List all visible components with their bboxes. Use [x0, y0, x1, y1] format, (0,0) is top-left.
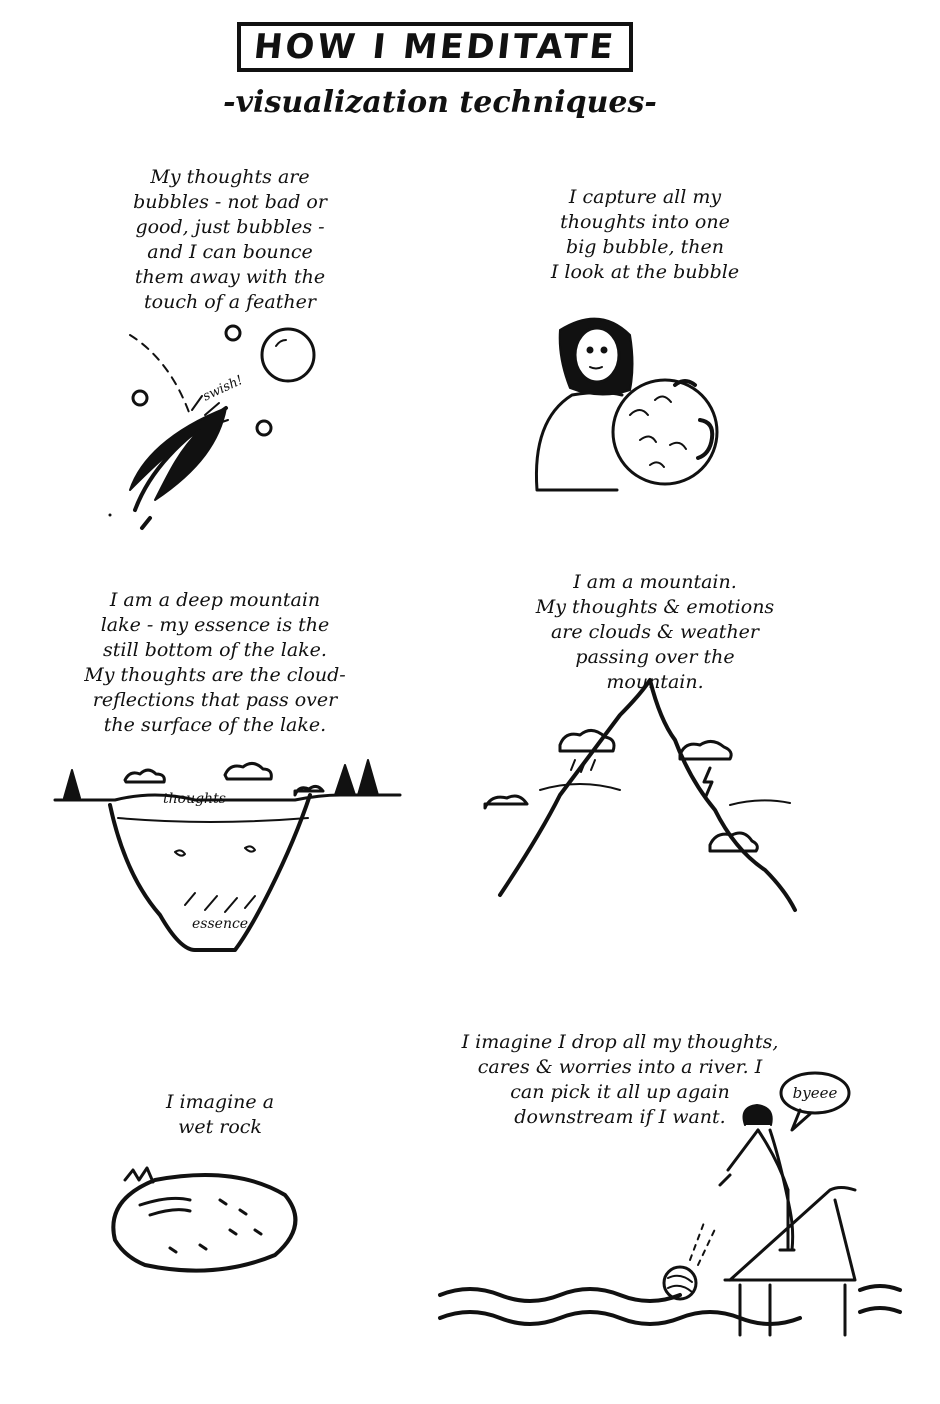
- caption-river: I imagine I drop all my thoughts, cares & worries into a river. I can pick it all up again downstream if I want.: [461, 1031, 779, 1128]
- caption-lake: I am a deep mountain lake - my essence is the still bottom of the lake. My thoughts are the cloud- reflections that pass over the surface of the lake.: [84, 589, 346, 736]
- lake-drawing: [55, 760, 400, 950]
- river-drawing: [440, 1073, 900, 1335]
- caption-rock: I imagine a wet rock: [165, 1091, 275, 1138]
- big-bubble: [613, 380, 717, 484]
- page-subtitle: -visualization techniques-: [223, 85, 657, 120]
- label-thoughts: thoughts: [163, 791, 226, 807]
- caption-mountain: I am a mountain. My thoughts & emotions are clouds & weather passing over the mountain.: [535, 571, 775, 693]
- caption-big-bubble: I capture all my thoughts into one big bubble, then I look at the bubble: [550, 186, 740, 283]
- rock-shape: [113, 1175, 295, 1271]
- mountain-drawing: [485, 680, 795, 910]
- caption-bubbles: My thoughts are bubbles - not bad or good, just bubbles - and I can bounce them away with the touch of a feather: [133, 166, 327, 313]
- bubble-small: [226, 326, 240, 340]
- rock-drawing: [108, 515, 295, 1404]
- bubble-small: [257, 421, 271, 435]
- sparkle-icon: [125, 1168, 153, 1182]
- dock: [725, 1188, 855, 1281]
- swish-sfx: swish!: [200, 373, 246, 405]
- label-essence: essence: [192, 916, 249, 932]
- bubble-small: [133, 391, 147, 405]
- page-title: HOW I MEDITATE: [252, 27, 618, 67]
- speech-text: byeee: [792, 1084, 838, 1102]
- big-bubble-drawing: [536, 319, 717, 490]
- bubbles-feather-drawing: [130, 326, 314, 528]
- bubble-large: [262, 329, 314, 381]
